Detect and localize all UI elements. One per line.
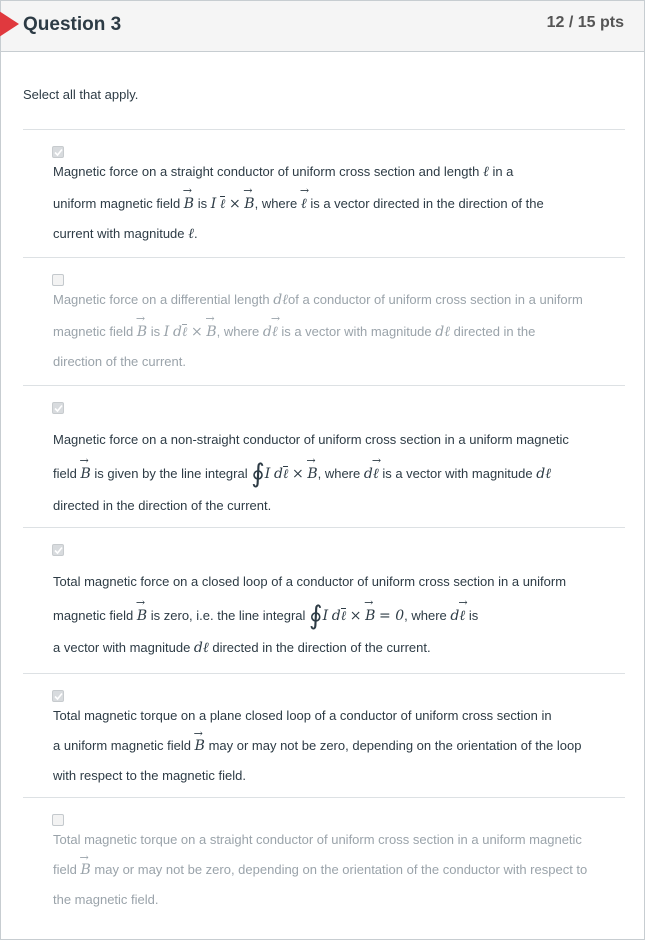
checkmark-icon <box>54 692 63 701</box>
divider <box>23 797 625 798</box>
divider <box>23 527 625 528</box>
checkmark-icon <box>54 148 63 157</box>
checkmark-icon <box>54 404 63 413</box>
answer-4-checkbox[interactable] <box>52 544 64 556</box>
answer-1-text: Magnetic force on a straight conductor of uniform cross section and length ℓ in a uniform magnetic field → B is I ℓ × → B, where → ℓ is a vector directed in the direction of the current with magnitude ℓ. <box>53 157 613 249</box>
answer-4-text: Total magnetic force on a closed loop of a conductor of uniform cross section in a uniform magnetic field → B is zero, i.e. the line integral ∮I dℓ × → B = 0, where d→ ℓ is a vector with magnitude dℓ directed in the direction of the current. <box>53 566 613 664</box>
answer-2-text: Magnetic force on a differential length dℓof a conductor of uniform cross section in a uniform magnetic field → B is I dℓ × → B, where d→ ℓ is a vector with magnitude dℓ directed in the direction of the current. <box>53 285 613 377</box>
answer-6-text: Total magnetic torque on a straight conductor of uniform cross section in a uniform magnetic field → B may or may not be zero, depending on the orientation of the conductor with respect to the magnetic field. <box>53 825 613 914</box>
divider <box>23 385 625 386</box>
answer-5-text: Total magnetic torque on a plane closed loop of a conductor of uniform cross section in a uniform magnetic field → B may or may not be zero, depending on the orientation of the loop with respect to the magnetic field. <box>53 701 613 790</box>
answer-3-checkbox[interactable] <box>52 402 64 414</box>
question-header <box>1 1 644 52</box>
divider <box>23 129 625 130</box>
points-score: 12 / 15 pts <box>546 14 624 31</box>
question-title: Question 3 <box>23 14 122 35</box>
divider <box>23 257 625 258</box>
divider <box>23 673 625 674</box>
checkmark-icon <box>54 546 63 555</box>
answer-3-text: Magnetic force on a non-straight conductor of uniform cross section in a uniform magnetic field → B is given by the line integral ∮I dℓ × → B, where d→ ℓ is a vector with magnitude dℓ directed in the direction of the current. <box>53 424 613 522</box>
question-instruction: Select all that apply. <box>23 87 139 102</box>
